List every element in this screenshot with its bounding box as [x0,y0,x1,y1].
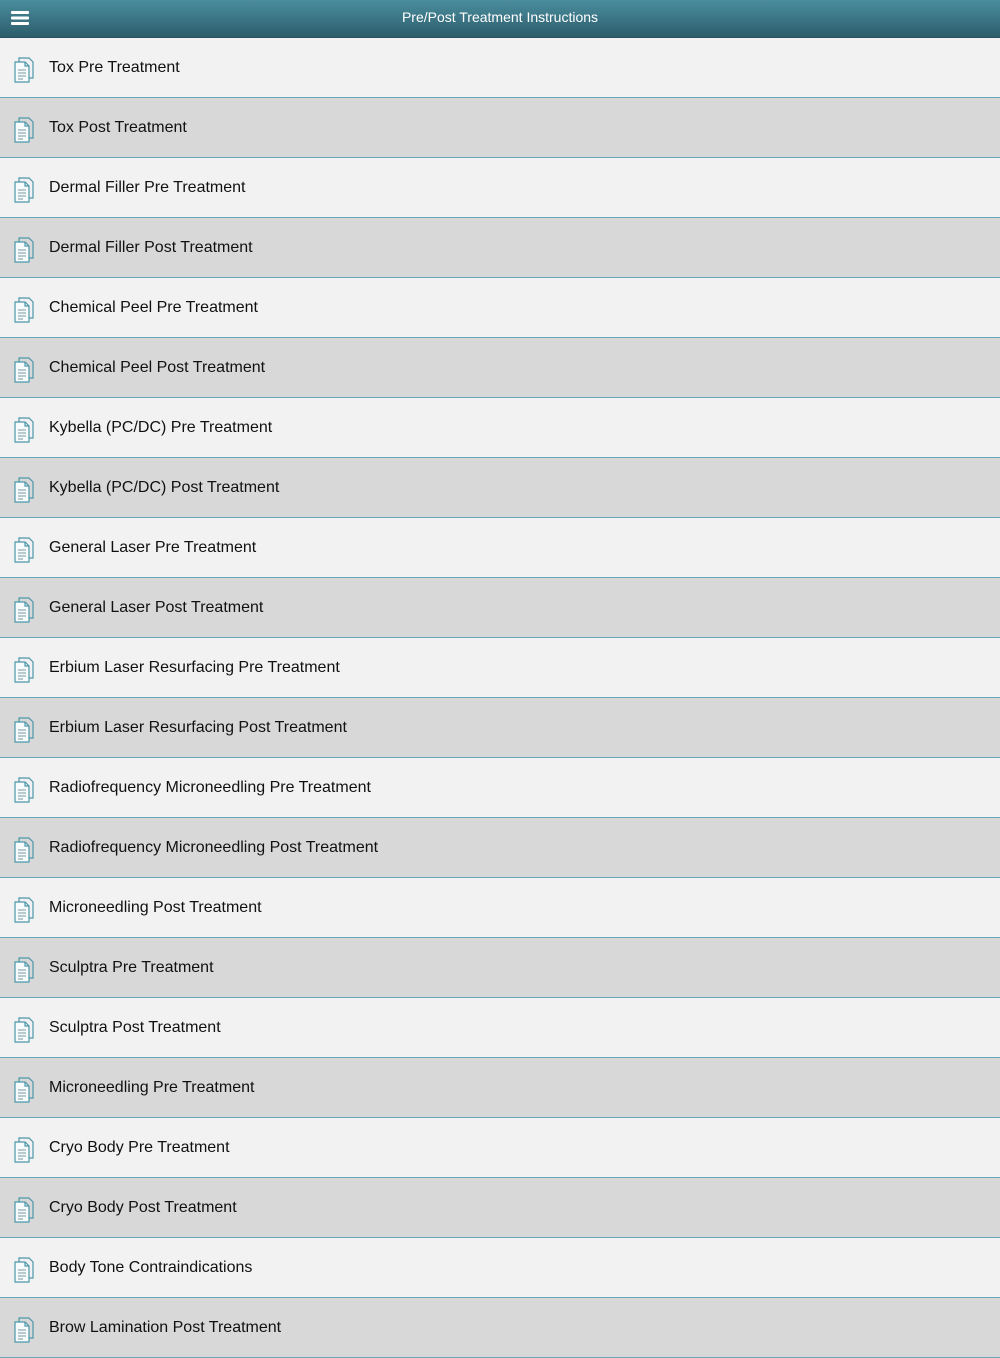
list-item[interactable] [0,878,1000,938]
list-item-label: Erbium Laser Resurfacing Post Treatment [49,719,347,736]
list-item[interactable] [0,1238,1000,1298]
document-icon [12,895,38,923]
list-item-label: General Laser Post Treatment [49,599,264,616]
list-item-label: Dermal Filler Post Treatment [49,239,253,256]
document-icon [12,955,38,983]
list-item[interactable] [0,518,1000,578]
list-item-label: Sculptra Pre Treatment [49,959,214,976]
list-item[interactable] [0,578,1000,638]
document-icon [12,775,38,803]
list-item[interactable] [0,458,1000,518]
list-item[interactable] [0,278,1000,338]
document-icon [12,835,38,863]
document-icon [12,295,38,323]
list-item-label: Microneedling Post Treatment [49,899,262,916]
document-icon [12,595,38,623]
list-item-label: Tox Post Treatment [49,119,187,136]
list-item-label: Body Tone Contraindications [49,1259,253,1276]
list-item-label: Cryo Body Pre Treatment [49,1139,230,1156]
list-item-label: Brow Lamination Post Treatment [49,1319,282,1336]
list-item-label: Chemical Peel Post Treatment [49,359,266,376]
list-item-label: General Laser Pre Treatment [49,539,257,556]
list-item[interactable] [0,398,1000,458]
document-icon [12,355,38,383]
list-item[interactable] [0,38,1000,98]
list-item[interactable] [0,158,1000,218]
list-item[interactable] [0,758,1000,818]
document-icon [12,235,38,263]
list-item-label: Chemical Peel Pre Treatment [49,299,258,316]
document-icon [12,115,38,143]
list-item[interactable] [0,1298,1000,1358]
list-item[interactable] [0,818,1000,878]
document-icon [12,1135,38,1163]
document-icon [12,715,38,743]
document-icon [12,1315,38,1343]
list-item-label: Radiofrequency Microneedling Post Treatment [49,839,379,856]
list-item[interactable] [0,998,1000,1058]
list-item-label: Cryo Body Post Treatment [49,1199,237,1216]
page-title: Pre/Post Treatment Instructions [401,9,599,25]
list-item-label: Tox Pre Treatment [49,59,180,76]
list-item-label: Kybella (PC/DC) Post Treatment [49,479,280,496]
list-item[interactable] [0,98,1000,158]
list-item[interactable] [0,1058,1000,1118]
list-item-label: Sculptra Post Treatment [49,1019,221,1036]
document-icon [12,1195,38,1223]
list-item-label: Microneedling Pre Treatment [49,1079,255,1096]
list-item-label: Erbium Laser Resurfacing Pre Treatment [49,659,340,676]
list-item[interactable] [0,638,1000,698]
app-header [0,0,1000,38]
document-icon [12,1015,38,1043]
list-item[interactable] [0,338,1000,398]
document-icon [12,415,38,443]
list-item-label: Radiofrequency Microneedling Pre Treatment [49,779,371,796]
document-icon [12,535,38,563]
list-item[interactable] [0,1118,1000,1178]
treatment-instructions-list [0,38,1000,1358]
document-icon [12,175,38,203]
document-icon [12,1255,38,1283]
list-item[interactable] [0,1178,1000,1238]
document-icon [12,475,38,503]
document-icon [12,655,38,683]
document-icon [12,55,38,83]
list-item[interactable] [0,218,1000,278]
document-icon [12,1075,38,1103]
list-item-label: Kybella (PC/DC) Pre Treatment [49,419,273,436]
list-item[interactable] [0,698,1000,758]
list-item[interactable] [0,938,1000,998]
list-item-label: Dermal Filler Pre Treatment [49,179,246,196]
